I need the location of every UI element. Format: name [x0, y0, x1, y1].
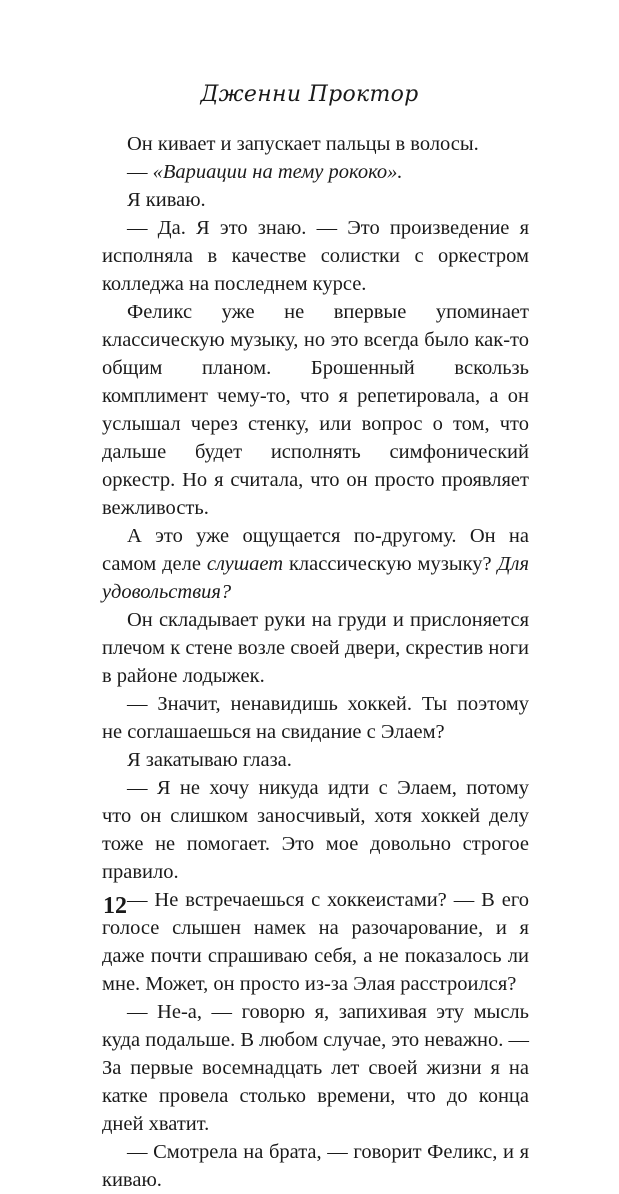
- paragraph: — Не встречаешься с хоккеистами? — В его голосе слышен намек на разочарование, и я даже почти спрашиваю себя, а не показалось ли мне. Может, он просто из-за Элая расстроился?: [102, 889, 529, 995]
- body-text: [102, 130, 529, 1194]
- paragraph: — Не-а, — говорю я, запихивая эту мысль куда подальше. В любом случае, это неважно. — За первые восемнадцать лет своей жизни я на катке провела столько времени, что до конца дней хватит.: [102, 1001, 529, 1135]
- paragraph: — Да. Я это знаю. — Это произведение я исполняла в качестве солистки с оркестром колледжа на последнем курсе.: [102, 217, 529, 295]
- page-number: 12: [103, 893, 127, 919]
- paragraph: А это уже ощущается по-другому. Он на самом деле слушает классическую музыку? Для удовольствия?: [102, 525, 529, 603]
- paragraph: — Значит, ненавидишь хоккей. Ты поэтому не соглашаешься на свидание с Элаем?: [102, 693, 529, 743]
- paragraph: — Я не хочу никуда идти с Элаем, потому что он слишком заносчивый, хотя хоккей делу тоже не помогает. Это мое довольно строгое правило.: [102, 777, 529, 883]
- paragraph: — «Вариации на тему рококо».: [127, 161, 403, 183]
- running-header-author: Дженни Проктор: [200, 82, 419, 107]
- paragraph: Он кивает и запускает пальцы в волосы.: [127, 133, 479, 155]
- paragraph: Я закатываю глаза.: [127, 749, 292, 771]
- paragraph: Феликс уже не впервые упоминает классическую музыку, но это всегда было как-то общим планом. Брошенный вскользь комплимент чему-то, что я репетировала, а он услышал через стенку, или вопрос о том, что дальше будет исполнять симфонический оркестр. Но я считала, что он просто проявляет вежливость.: [102, 301, 529, 519]
- paragraph: Я киваю.: [127, 189, 206, 211]
- paragraph: Он складывает руки на груди и прислоняется плечом к стене возле своей двери, скрестив ноги в районе лодыжек.: [102, 609, 529, 687]
- paragraph: — Смотрела на брата, — говорит Феликс, и я киваю.: [102, 1141, 529, 1191]
